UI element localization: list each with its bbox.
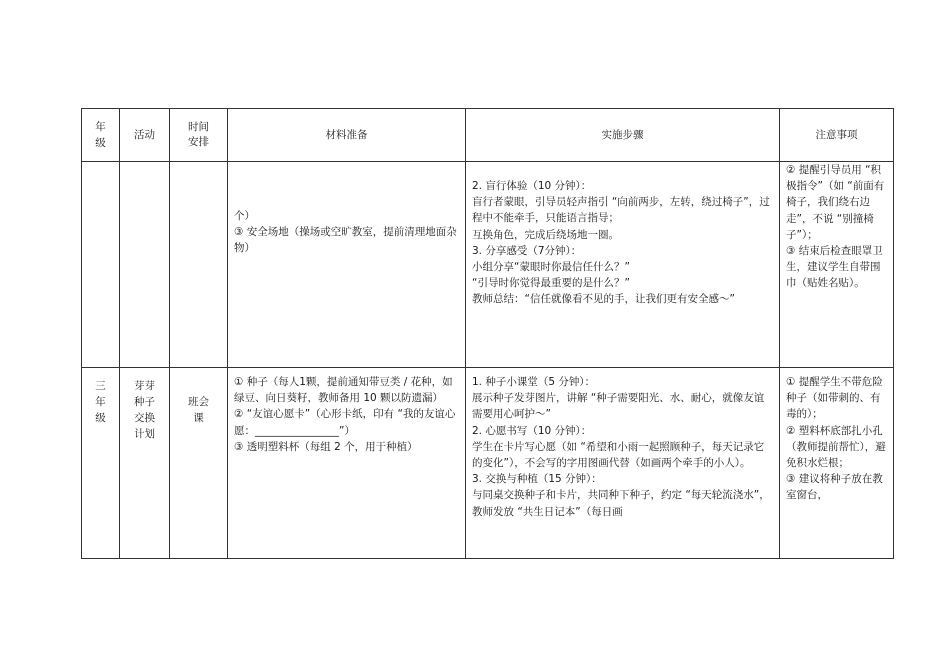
materials-cell: ① 种子（每人1颗，提前通知带豆类 / 花种，如绿豆、向日葵籽，教师备用 10 颗以防遗漏） ② “友谊心愿卡”（心形卡纸，印有 “我的友谊心愿：________________”） ③ 透明塑料杯（每组 2 个，用于种植） xyxy=(228,368,466,559)
notes-cell: ① 提醒学生不带危险种子（如带刺的、有毒的）； ② 塑料杯底部扎小孔（教师提前帮忙），避免积水烂根； ③ 建议将种子放在教室窗台， xyxy=(780,368,894,559)
table-row xyxy=(82,162,894,368)
header-time: 时间 安排 xyxy=(170,109,228,162)
activity-cell xyxy=(120,162,170,368)
header-grade: 年 级 xyxy=(82,109,120,162)
time-cell: 班会 课 xyxy=(170,368,228,559)
activity-cell: 芽芽 种子 交换 计划 xyxy=(120,368,170,559)
header-materials: 材料准备 xyxy=(228,109,466,162)
activity-plan-table xyxy=(81,108,894,559)
notes-cell: ② 提醒引导员用 “积极指令”（如 “前面有椅子，我们绕右边走”，不说 “别撞椅子”）； ③ 结束后检查眼罩卫生，建议学生自带围巾（贴姓名贴）。 xyxy=(780,162,894,368)
table-row xyxy=(82,368,894,559)
materials-cell: 个） ③ 安全场地（操场或空旷教室，提前清理地面杂物） xyxy=(228,162,466,368)
header-activity: 活动 xyxy=(120,109,170,162)
table-header-row xyxy=(82,109,894,162)
header-steps: 实施步骤 xyxy=(466,109,780,162)
time-cell xyxy=(170,162,228,368)
steps-cell: 2. 盲行体验（10 分钟）： 盲行者蒙眼，引导员轻声指引 “向前两步，左转，绕过椅子”，过程中不能牵手，只能语言指导； 互换角色，完成后绕场地一圈。 3. 分享感受（7分钟）： 小组分享“蒙眼时你最信任什么？” “引导时你觉得最重要的是什么？” 教师总结：“信任就像看不见的手，让我们更有安全感～” xyxy=(466,162,780,368)
header-notes: 注意事项 xyxy=(780,109,894,162)
grade-cell: 三 年 级 xyxy=(82,368,120,559)
steps-cell: 1. 种子小课堂（5 分钟）： 展示种子发芽图片，讲解 “种子需要阳光、水、耐心，就像友谊需要用心呵护～” 2. 心愿书写（10 分钟）： 学生在卡片写心愿（如 “希望和小雨一起照顾种子，每天记录它的变化”），不会写的字用图画代替（如画两个牵手的小人）。 3. 交换与种植（15 分钟）： 与同桌交换种子和卡片，共同种下种子，约定 “每天轮流浇水”，教师发放 “共生日记本”（每日画 xyxy=(466,368,780,559)
grade-cell xyxy=(82,162,120,368)
